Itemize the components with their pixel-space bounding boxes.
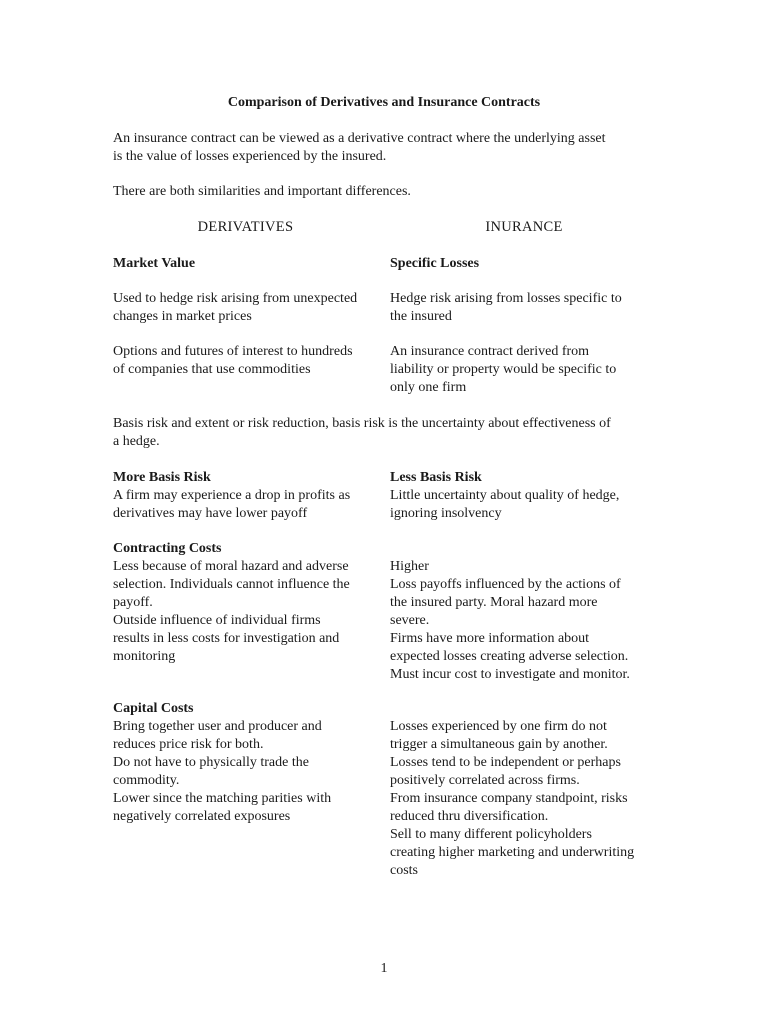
text-line: Less because of moral hazard and adverse xyxy=(113,559,349,574)
capital-costs-heading: Capital Costs xyxy=(113,701,194,716)
options-derivatives-text xyxy=(113,343,378,379)
document-title: Comparison of Derivatives and Insurance Contracts xyxy=(227,95,541,110)
text-line: derivatives may have lower payoff xyxy=(113,506,308,521)
text-line: Hedge risk arising from losses specific to xyxy=(390,291,622,306)
text-line: results in less costs for investigation and xyxy=(113,631,340,646)
intro-paragraph xyxy=(113,130,653,166)
text-line: trigger a simultaneous gain by another. xyxy=(390,737,608,752)
text-line: ignoring insolvency xyxy=(390,506,502,521)
text-line: negatively correlated exposures xyxy=(113,809,291,824)
text-line: monitoring xyxy=(113,649,176,664)
page-number: 1 xyxy=(380,961,388,976)
specific-losses-heading: Specific Losses xyxy=(390,256,480,271)
text-line: of companies that use commodities xyxy=(113,362,311,377)
text-line: Sell to many different policyholders xyxy=(390,827,592,842)
text-line: Basis risk and extent or risk reduction, basis risk is the uncertainty about effectiveness of xyxy=(113,416,611,431)
text-line: Losses experienced by one firm do not xyxy=(390,719,607,734)
text-line: Must incur cost to investigate and monitor. xyxy=(390,667,630,682)
text-line: Do not have to physically trade the xyxy=(113,755,309,770)
text-line: creating higher marketing and underwriting xyxy=(390,845,635,860)
text-line: the insured party. Moral hazard more xyxy=(390,595,598,610)
text-line: Little uncertainty about quality of hedge, xyxy=(390,488,620,503)
text-line: payoff. xyxy=(113,595,153,610)
text-line: the insured xyxy=(390,309,452,324)
options-insurance-text xyxy=(390,343,658,397)
text-line: Firms have more information about xyxy=(390,631,590,646)
contracting-costs-derivatives xyxy=(113,540,378,666)
text-line: costs xyxy=(390,863,418,878)
text-line: a hedge. xyxy=(113,434,160,449)
text-line: expected losses creating adverse selection. xyxy=(390,649,629,664)
text-line: only one firm xyxy=(390,380,467,395)
contracting-costs-insurance xyxy=(390,558,658,684)
text-line: Loss payoffs influenced by the actions of xyxy=(390,577,621,592)
intro-line: is the value of losses experienced by the insured. xyxy=(113,149,387,164)
text-line: reduces price risk for both. xyxy=(113,737,264,752)
intro-line: An insurance contract can be viewed as a derivative contract where the underlying asset xyxy=(113,131,606,146)
less-basis-risk-heading: Less Basis Risk xyxy=(390,470,482,485)
text-line: Lower since the matching parities with xyxy=(113,791,332,806)
market-value-heading: Market Value xyxy=(113,256,196,271)
column-header-insurance: INURANCE xyxy=(485,219,563,235)
similarities-note: There are both similarities and important differences. xyxy=(113,184,411,199)
contracting-costs-heading: Contracting Costs xyxy=(113,541,222,556)
text-line: reduced thru diversification. xyxy=(390,809,549,824)
text-line: selection. Individuals cannot influence the xyxy=(113,577,350,592)
capital-costs-derivatives xyxy=(113,700,378,826)
text-line: Used to hedge risk arising from unexpected xyxy=(113,291,358,306)
hedge-insurance-text xyxy=(390,290,658,326)
column-header-derivatives: DERIVATIVES xyxy=(197,219,294,235)
text-line: severe. xyxy=(390,613,430,628)
text-line: commodity. xyxy=(113,773,180,788)
less-basis-risk-block xyxy=(390,469,658,523)
text-line: A firm may experience a drop in profits as xyxy=(113,488,351,503)
text-line: Higher xyxy=(390,559,429,574)
text-line: Options and futures of interest to hundreds xyxy=(113,344,353,359)
text-line: liability or property would be specific to xyxy=(390,362,617,377)
text-line: changes in market prices xyxy=(113,309,252,324)
text-line: An insurance contract derived from xyxy=(390,344,590,359)
more-basis-risk-heading: More Basis Risk xyxy=(113,470,211,485)
text-line: Losses tend to be independent or perhaps xyxy=(390,755,621,770)
basis-risk-note xyxy=(113,415,653,451)
capital-costs-insurance xyxy=(390,718,658,880)
text-line: Outside influence of individual firms xyxy=(113,613,321,628)
text-line: From insurance company standpoint, risks xyxy=(390,791,628,806)
text-line: positively correlated across firms. xyxy=(390,773,580,788)
text-line: Bring together user and producer and xyxy=(113,719,322,734)
more-basis-risk-block xyxy=(113,469,378,523)
hedge-derivatives-text xyxy=(113,290,378,326)
